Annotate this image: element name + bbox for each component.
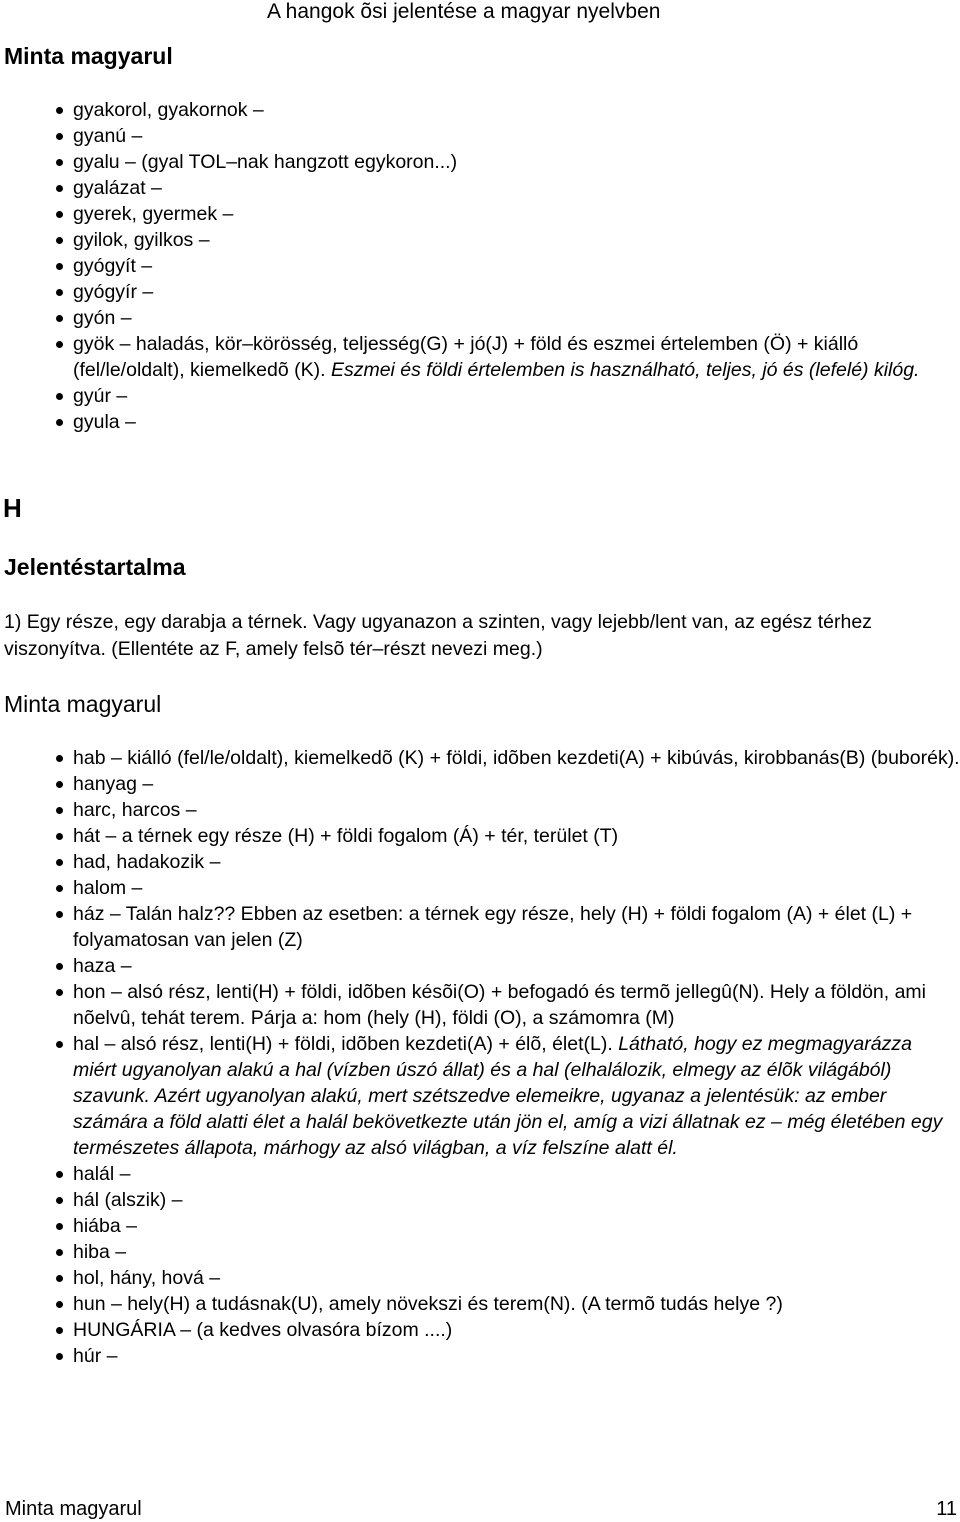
- list-item: hiába –: [0, 1213, 960, 1239]
- section-heading-minta-2: Minta magyarul: [4, 691, 162, 717]
- footer-title: Minta magyarul: [5, 1498, 142, 1520]
- list-item: gyógyít –: [0, 253, 960, 279]
- list-item: hol, hány, hová –: [0, 1265, 960, 1291]
- list-item: harc, harcos –: [0, 797, 960, 823]
- list-item: gyógyír –: [0, 279, 960, 305]
- list-item: gyilok, gyilkos –: [0, 227, 960, 253]
- word-list-gy: [0, 97, 960, 435]
- running-header: A hangok õsi jelentése a magyar nyelvben: [267, 0, 661, 23]
- list-item: gyúr –: [0, 383, 960, 409]
- list-item: gyalu – (gyal TOL–nak hangzott egykoron...): [0, 149, 960, 175]
- list-item: gyanú –: [0, 123, 960, 149]
- list-item: gyök – haladás, kör–körösség, teljesség(G) + jó(J) + föld és eszmei értelemben (Ö) + kiálló (fel/le/oldalt), kiemelkedõ (K). Eszmei és földi értelemben is használható, teljes, jó és (lefelé) kilóg.: [0, 331, 960, 383]
- word-list-h: [0, 745, 960, 1369]
- list-item: hon – alsó rész, lenti(H) + földi, idõben késõi(O) + befogadó és termõ jellegû(N). Hely a földön, ami nõelvû, tehát terem. Párja a: hom (hely (H), földi (O), a számomra (M): [0, 979, 960, 1031]
- section-heading-minta-1: Minta magyarul: [4, 43, 173, 69]
- list-item: hát – a térnek egy része (H) + földi fogalom (Á) + tér, terület (T): [0, 823, 960, 849]
- letter-heading: H: [3, 493, 22, 523]
- list-item: halom –: [0, 875, 960, 901]
- list-item: hál (alszik) –: [0, 1187, 960, 1213]
- content-heading: Jelentéstartalma: [4, 554, 186, 580]
- list-item: HUNGÁRIA – (a kedves olvasóra bízom ....): [0, 1317, 960, 1343]
- list-item: húr –: [0, 1343, 960, 1369]
- list-item: gyakorol, gyakornok –: [0, 97, 960, 123]
- list-item: gyerek, gyermek –: [0, 201, 960, 227]
- list-item: hal – alsó rész, lenti(H) + földi, idõben kezdeti(A) + élõ, élet(L). Látható, hogy ez megmagyarázza miért ugyanolyan alakú a hal (vízben úszó állat) és a hal (elhalálozik, elmegy az élõk világából) szavunk. Azért ugyanolyan alakú, mert szétszedve elemeikre, ugyanaz a jelentésük: az ember számára a föld alatti élet a halál bekövetkezte után jön el, amíg a vizi állatnak ez – még életében egy természetes állapota, márhogy az alsó világban, a víz felszíne alatt él.: [0, 1031, 960, 1161]
- list-item: haza –: [0, 953, 960, 979]
- list-item: ház – Talán halz?? Ebben az esetben: a térnek egy része, hely (H) + földi fogalom (A) + élet (L) + folyamatosan van jelen (Z): [0, 901, 960, 953]
- list-item: hun – hely(H) a tudásnak(U), amely növekszi és terem(N). (A termõ tudás helye ?): [0, 1291, 960, 1317]
- list-item: hanyag –: [0, 771, 960, 797]
- list-item: gyalázat –: [0, 175, 960, 201]
- list-item: gyón –: [0, 305, 960, 331]
- page-number: 11: [936, 1498, 957, 1520]
- list-item: halál –: [0, 1161, 960, 1187]
- list-item: hiba –: [0, 1239, 960, 1265]
- list-item: had, hadakozik –: [0, 849, 960, 875]
- content-paragraph: 1) Egy része, egy darabja a térnek. Vagy ugyanazon a szinten, vagy lejebb/lent van, az egész térhez viszonyítva. (Ellentéte az F, amely felsõ tér–részt nevezi meg.): [4, 611, 872, 660]
- list-item: gyula –: [0, 409, 960, 435]
- list-item: hab – kiálló (fel/le/oldalt), kiemelkedõ (K) + földi, idõben kezdeti(A) + kibúvás, kirobbanás(B) (buborék).: [0, 745, 960, 771]
